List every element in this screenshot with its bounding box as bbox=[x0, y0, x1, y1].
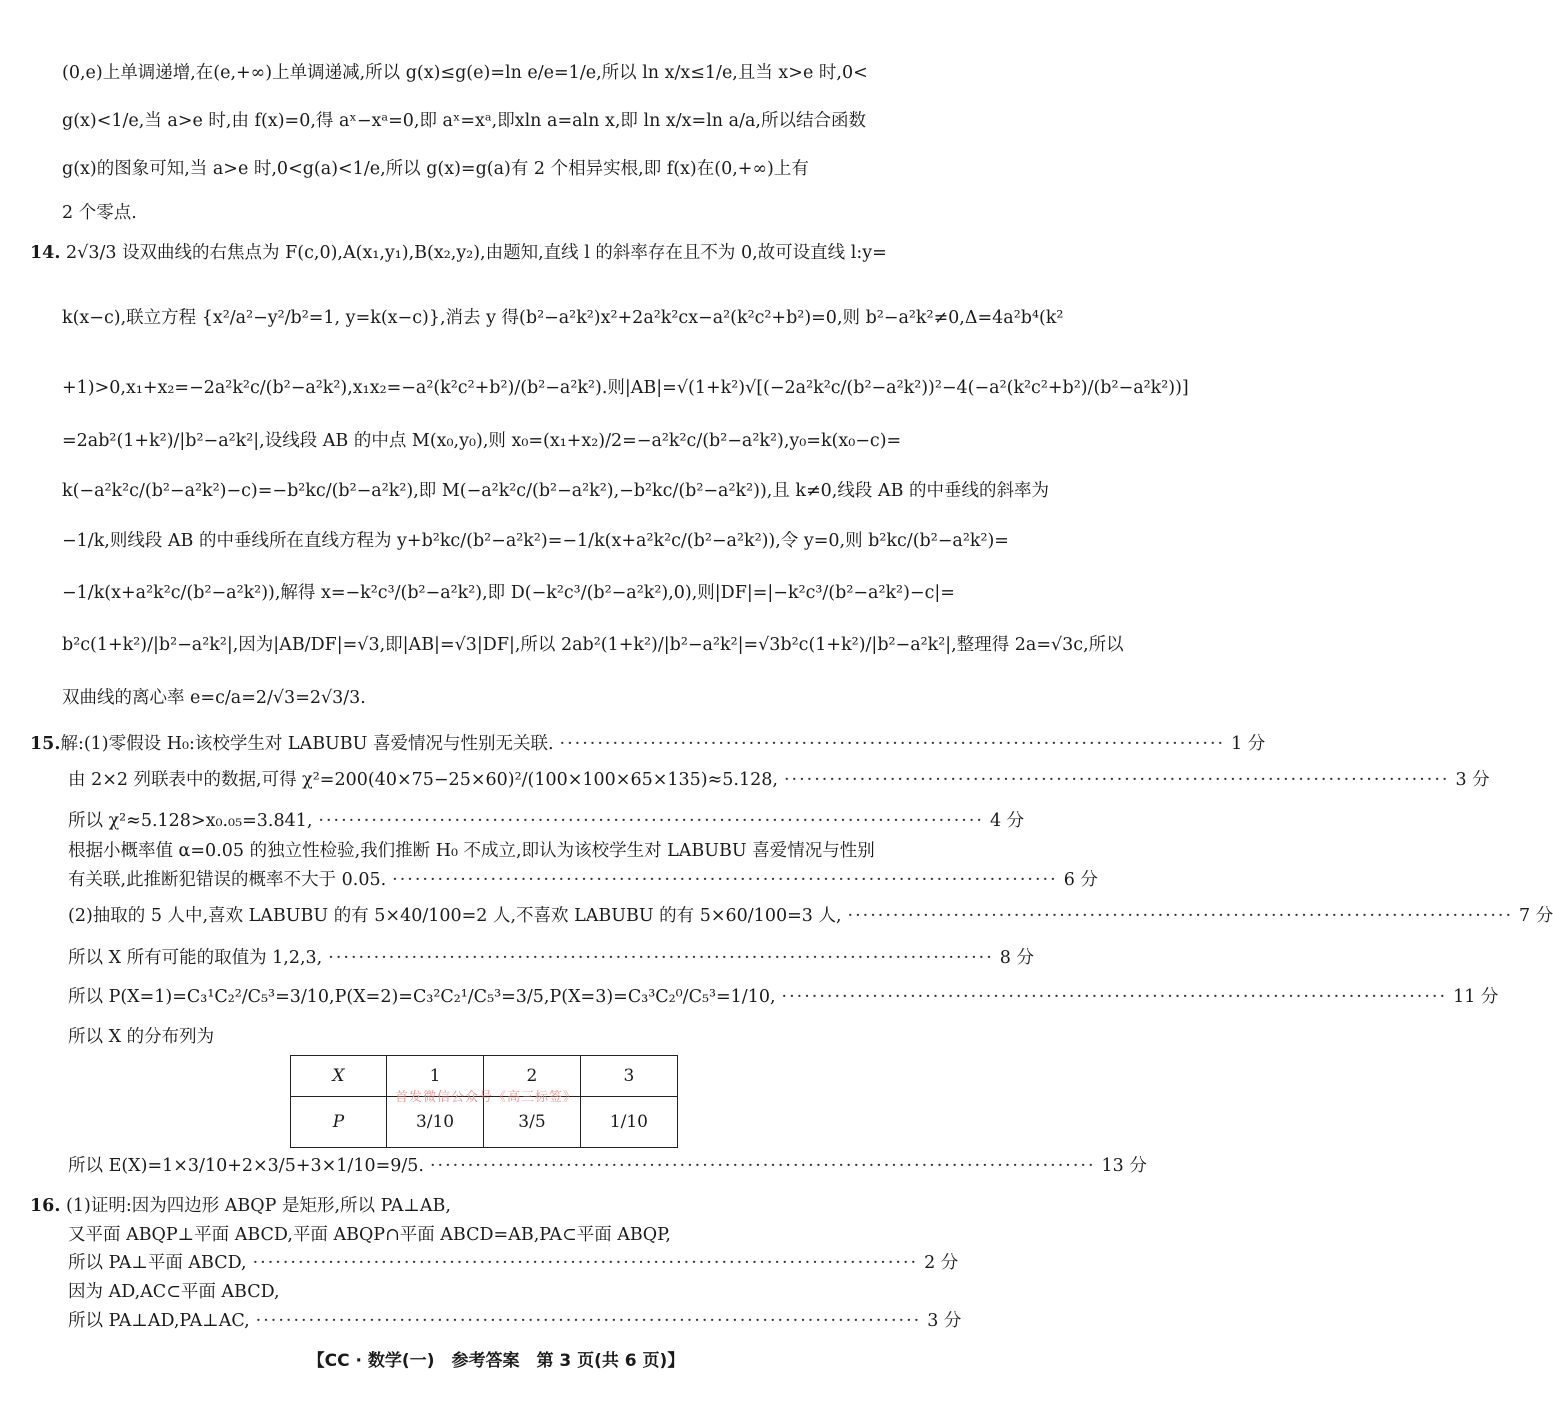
q15-row-4: 根据小概率值 α=0.05 的独立性检验,我们推断 H₀ 不成立,即认为该校学生对 LABUBU 喜爱情况与性别 bbox=[68, 841, 875, 861]
q16-number: 16. bbox=[30, 1196, 61, 1216]
q15-row-points: 3 分 bbox=[1455, 770, 1490, 790]
q14-line-6: −1/k,则线段 AB 的中垂线所在直线方程为 y+b²kc/(b²−a²k²)=−1/k(x+a²k²c/(b²−a²k²)),令 y=0,则 b²kc/(b²−a²k²)= bbox=[62, 531, 1009, 551]
q15-row-text: 解:(1)零假设 H₀:该校学生对 LABUBU 喜爱情况与性别无关联. bbox=[60, 734, 554, 754]
table-cell: 2 bbox=[484, 1056, 581, 1097]
q15-row-text: 所以 E(X)=1×3/10+2×3/5+3×1/10=9/5. bbox=[68, 1156, 424, 1176]
q16-row-1 bbox=[30, 1193, 902, 1219]
q16-row-points: 3 分 bbox=[927, 1311, 962, 1331]
q14-line-3: +1)>0,x₁+x₂=−2a²k²c/(b²−a²k²),x₁x₂=−a²(k²c²+b²)/(b²−a²k²).则|AB|=√(1+k²)√[(−2a²k²c/(b²−a²k²))²−4(−a²(k²c²+b²)/(b²−a²k²))] bbox=[62, 378, 1189, 398]
q14-line-8: b²c(1+k²)/|b²−a²k²|,因为|AB/DF|=√3,即|AB|=√3|DF|,所以 2ab²(1+k²)/|b²−a²k²|=√3b²c(1+k²)/|b²−a²k²|,整理得 2a=√3c,所以 bbox=[62, 635, 1124, 655]
q15-row-5: 有关联,此推断犯错误的概率不大于 0.05. ························································································ 6 分 bbox=[68, 867, 902, 893]
table-cell: 3/10 bbox=[386, 1097, 483, 1148]
q15-row-text: (2)抽取的 5 人中,喜欢 LABUBU 的有 5×40/100=2 人,不喜欢 LABUBU 的有 5×60/100=3 人, bbox=[68, 906, 842, 926]
q16-row-3: 所以 PA⊥平面 ABCD, ························································································ 2 分 bbox=[68, 1250, 902, 1276]
q15-row-text: 所以 X 所有可能的取值为 1,2,3, bbox=[68, 948, 323, 968]
q15-row-points: 6 分 bbox=[1063, 870, 1098, 890]
q13-line-4: 2 个零点. bbox=[62, 203, 137, 223]
q15-row-8: 所以 P(X=1)=C₃¹C₂²/C₅³=3/10,P(X=2)=C₃²C₂¹/C₅³=3/5,P(X=3)=C₃³C₂⁰/C₅³=1/10, ························································································ 11 分 bbox=[68, 984, 902, 1010]
table-cell: 1 bbox=[386, 1056, 483, 1097]
q15-row-points: 13 分 bbox=[1101, 1156, 1147, 1176]
q14-line-4: =2ab²(1+k²)/|b²−a²k²|,设线段 AB 的中点 M(x₀,y₀),则 x₀=(x₁+x₂)/2=−a²k²c/(b²−a²k²),y₀=k(x₀−c)= bbox=[62, 431, 902, 451]
q15-row-points: 8 分 bbox=[999, 948, 1034, 968]
q15-row-9: 所以 X 的分布列为 bbox=[68, 1027, 215, 1047]
q15-expectation: 所以 E(X)=1×3/10+2×3/5+3×1/10=9/5. ························································································ 13 分 bbox=[68, 1153, 902, 1179]
table-cell: X bbox=[291, 1056, 387, 1097]
q14-line-1: 设双曲线的右焦点为 F(c,0),A(x₁,y₁),B(x₂,y₂),由题知,直线 l 的斜率存在且不为 0,故可设直线 l:y= bbox=[122, 243, 887, 263]
table-cell: 1/10 bbox=[580, 1097, 677, 1148]
q15-number: 15. bbox=[30, 734, 61, 754]
q14-number: 14. bbox=[30, 243, 61, 263]
q15-row-points: 1 分 bbox=[1231, 734, 1266, 754]
q15-row-6: (2)抽取的 5 人中,喜欢 LABUBU 的有 5×40/100=2 人,不喜欢 LABUBU 的有 5×60/100=3 人, ························································································ 7 分 bbox=[68, 903, 902, 929]
q15-row-1: 15. 解:(1)零假设 H₀:该校学生对 LABUBU 喜爱情况与性别无关联. ························································································ 1 分 bbox=[30, 731, 902, 757]
table-cell: P bbox=[291, 1097, 387, 1148]
q16-row-4: 因为 AD,AC⊂平面 ABCD, bbox=[68, 1282, 280, 1302]
q14-answer: 2√3/3 bbox=[66, 243, 117, 263]
q13-line-3: g(x)的图象可知,当 a>e 时,0<g(a)<1/e,所以 g(x)=g(a)有 2 个相异实根,即 f(x)在(0,+∞)上有 bbox=[62, 159, 809, 179]
q14-line-9: 双曲线的离心率 e=c/a=2/√3=2√3/3. bbox=[62, 688, 366, 708]
q15-row-points: 11 分 bbox=[1453, 987, 1499, 1007]
q14-first-line bbox=[30, 240, 902, 266]
q13-line-1: (0,e)上单调递增,在(e,+∞)上单调递减,所以 g(x)≤g(e)=ln e/e=1/e,所以 ln x/x≤1/e,且当 x>e 时,0< bbox=[62, 63, 868, 83]
table-cell: 3 bbox=[580, 1056, 677, 1097]
q16-row-5: 所以 PA⊥AD,PA⊥AC, ························································································ 3 分 bbox=[68, 1308, 902, 1334]
q16-row-points: 2 分 bbox=[924, 1253, 959, 1273]
q15-row-2: 由 2×2 列联表中的数据,可得 χ²=200(40×75−25×60)²/(100×100×65×135)≈5.128, ························································································ 3 分 bbox=[68, 767, 902, 793]
q16-row-text: 所以 PA⊥AD,PA⊥AC, bbox=[68, 1311, 250, 1331]
q15-row-points: 7 分 bbox=[1519, 906, 1553, 926]
q15-row-text: 所以 χ²≈5.128>x₀.₀₅=3.841, bbox=[68, 811, 313, 831]
q15-row-text: 所以 P(X=1)=C₃¹C₂²/C₅³=3/10,P(X=2)=C₃²C₂¹/C₅³=3/5,P(X=3)=C₃³C₂⁰/C₅³=1/10, bbox=[68, 987, 776, 1007]
q15-row-7: 所以 X 所有可能的取值为 1,2,3, ························································································ 8 分 bbox=[68, 945, 902, 971]
q13-line-2: g(x)<1/e,当 a>e 时,由 f(x)=0,得 aˣ−xᵃ=0,即 aˣ=xᵃ,即xln a=aln x,即 ln x/x=ln a/a,所以结合函数 bbox=[62, 111, 866, 131]
q14-line-2: k(x−c),联立方程 {x²/a²−y²/b²=1, y=k(x−c)},消去 y 得(b²−a²k²)x²+2a²k²cx−a²(k²c²+b²)=0,则 b²−a²k²≠0,Δ=4a²b⁴(k² bbox=[62, 308, 1064, 328]
watermark: 首发微信公众号《高三标签》 bbox=[395, 1090, 578, 1105]
q15-row-text: 有关联,此推断犯错误的概率不大于 0.05. bbox=[68, 870, 387, 890]
page-footer: 【CC · 数学(一) 参考答案 第 3 页(共 6 页)】 bbox=[307, 1351, 685, 1371]
q14-line-5: k(−a²k²c/(b²−a²k²)−c)=−b²kc/(b²−a²k²),即 M(−a²k²c/(b²−a²k²),−b²kc/(b²−a²k²)),且 k≠0,线段 AB 的中垂线的斜率为 bbox=[62, 481, 1049, 501]
q16-row-text: (1)证明:因为四边形 ABQP 是矩形,所以 PA⊥AB, bbox=[66, 1196, 451, 1216]
q15-row-3: 所以 χ²≈5.128>x₀.₀₅=3.841, ························································································ 4 分 bbox=[68, 808, 902, 834]
table-cell: 3/5 bbox=[484, 1097, 581, 1148]
q15-row-text: 由 2×2 列联表中的数据,可得 χ²=200(40×75−25×60)²/(100×100×65×135)≈5.128, bbox=[68, 770, 778, 790]
q16-row-text: 所以 PA⊥平面 ABCD, bbox=[68, 1253, 247, 1273]
q15-row-points: 4 分 bbox=[989, 811, 1025, 831]
q16-row-2: 又平面 ABQP⊥平面 ABCD,平面 ABQP∩平面 ABCD=AB,PA⊂平面 ABQP, bbox=[68, 1225, 671, 1245]
q14-line-7: −1/k(x+a²k²c/(b²−a²k²)),解得 x=−k²c³/(b²−a²k²),即 D(−k²c³/(b²−a²k²),0),则|DF|=|−k²c³/(b²−a²k²)−c|= bbox=[62, 583, 955, 603]
